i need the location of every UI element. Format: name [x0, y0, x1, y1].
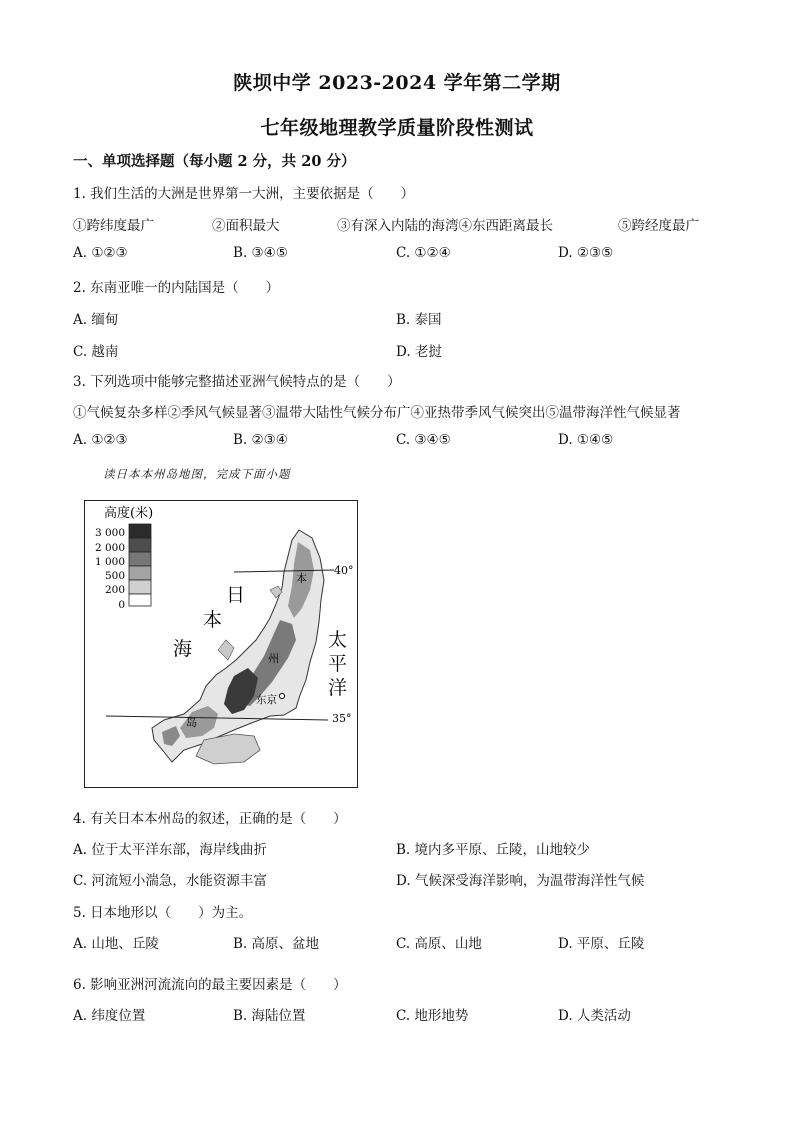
legend-label: 2 000: [94, 542, 125, 554]
question-1-statement: ①跨纬度最广: [73, 218, 154, 234]
legend-label: 3 000: [94, 527, 125, 539]
question-1-option-d[interactable]: D. ②③⑤: [558, 245, 614, 261]
page-title: 陕坝中学 2023-2024 学年第二学期: [233, 72, 561, 94]
question-4-option-c[interactable]: C. 河流短小湍急，水能资源丰富: [73, 873, 267, 889]
question-1-statement: ⑤跨经度最广: [618, 218, 699, 234]
sea-of-japan-label: 日: [226, 584, 246, 606]
legend-swatch-200: [129, 580, 151, 594]
question-3-option-b[interactable]: B. ②③④: [233, 432, 288, 448]
question-1-statement: ③有深入内陆的海湾④东西距离最长: [337, 218, 553, 234]
map-caption: 读日本本州岛地图，完成下面小题: [103, 467, 291, 481]
question-3-statements: ①气候复杂多样②季风气候显著③温带大陆性气候分布广④亚热带季风气候突出⑤温带海洋性气候显著: [73, 405, 681, 421]
section-heading: 一、单项选择题（每小题 2 分，共 20 分）: [73, 153, 356, 170]
question-3-option-d[interactable]: D. ①④⑤: [558, 432, 614, 448]
legend-label: 500: [104, 570, 125, 582]
question-4-option-a[interactable]: A. 位于太平洋东部，海岸线曲折: [73, 842, 267, 858]
tokyo-marker: [279, 693, 284, 698]
question-4-option-b[interactable]: B. 境内多平原、丘陵，山地较少: [396, 842, 591, 858]
question-3-option-c[interactable]: C. ③④⑤: [396, 432, 451, 448]
latitude-35-label: 35°: [332, 712, 352, 725]
legend-swatch-500: [129, 566, 151, 580]
sea-of-japan-label: 海: [173, 638, 193, 660]
honshu-map: [84, 500, 358, 788]
legend-swatch-0: [129, 594, 151, 606]
question-2-stem: 2. 东南亚唯一的内陆国是（ ）: [73, 280, 280, 296]
question-1-statement: ②面积最大: [212, 218, 280, 234]
question-1-option-b[interactable]: B. ③④⑤: [233, 245, 288, 261]
question-6-option-a[interactable]: A. 纬度位置: [73, 1008, 146, 1024]
honshu-label: 岛: [186, 716, 197, 729]
question-2-option-a[interactable]: A. 缅甸: [73, 312, 119, 328]
question-4-option-d[interactable]: D. 气候深受海洋影响，为温带海洋性气候: [396, 873, 645, 889]
question-4-stem: 4. 有关日本本州岛的叙述，正确的是（ ）: [73, 811, 347, 827]
pacific-ocean-label: 平: [328, 653, 348, 675]
legend-title: 高度(米): [104, 506, 154, 521]
legend-label: 1 000: [94, 556, 125, 568]
question-6-stem: 6. 影响亚洲河流流向的最主要因素是（ ）: [73, 977, 347, 993]
honshu-label: 州: [268, 652, 279, 665]
legend-swatches: [129, 524, 151, 606]
tokyo-label: 东京: [256, 694, 277, 706]
question-2-option-c[interactable]: C. 越南: [73, 344, 119, 360]
question-1-option-a[interactable]: A. ①②③: [73, 245, 128, 261]
question-5-option-a[interactable]: A. 山地、丘陵: [73, 936, 159, 952]
question-5-option-c[interactable]: C. 高原、山地: [396, 936, 482, 952]
legend-label: 200: [104, 584, 125, 596]
question-5-stem: 5. 日本地形以（ ）为主。: [73, 905, 253, 921]
question-6-option-b[interactable]: B. 海陆位置: [233, 1008, 306, 1024]
question-3-option-a[interactable]: A. ①②③: [73, 432, 128, 448]
pacific-ocean-label: 太: [328, 629, 348, 651]
legend-swatch-2000: [129, 538, 151, 552]
page-subtitle: 七年级地理教学质量阶段性测试: [260, 117, 534, 139]
question-2-option-b[interactable]: B. 泰国: [396, 312, 442, 328]
question-1-stem: 1. 我们生活的大洲是世界第一大洲，主要依据是（ ）: [73, 186, 415, 202]
legend-swatch-1000: [129, 552, 151, 566]
pacific-ocean-label: 洋: [328, 677, 348, 699]
sea-of-japan-label: 本: [203, 609, 223, 631]
question-5-option-d[interactable]: D. 平原、丘陵: [558, 936, 645, 952]
honshu-label: 本: [296, 572, 307, 585]
legend-swatch-3000: [129, 524, 151, 538]
legend-label: 0: [118, 599, 125, 611]
latitude-40-label: 40°: [334, 564, 354, 577]
question-1-option-c[interactable]: C. ①②④: [396, 245, 451, 261]
question-6-option-d[interactable]: D. 人类活动: [558, 1008, 631, 1024]
question-3-stem: 3. 下列选项中能够完整描述亚洲气候特点的是（ ）: [73, 374, 401, 390]
question-2-option-d[interactable]: D. 老挝: [396, 344, 442, 360]
question-5-option-b[interactable]: B. 高原、盆地: [233, 936, 320, 952]
question-6-option-c[interactable]: C. 地形地势: [396, 1008, 469, 1024]
